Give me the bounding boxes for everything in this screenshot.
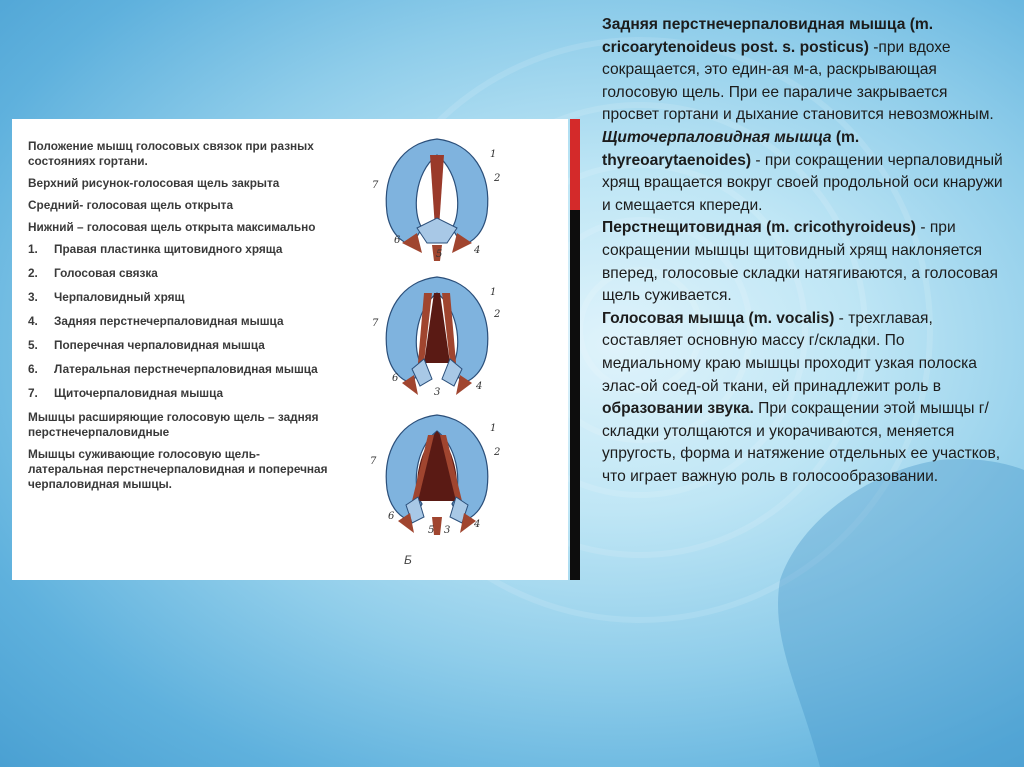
legend-upper: Верхний рисунок-голосовая щель закрыта <box>28 176 280 190</box>
legend <box>28 139 328 499</box>
legend-item: 6. Латеральная перстнечерпаловидная мышца <box>28 362 318 376</box>
diagram-label: 2 <box>494 447 501 458</box>
diagram-glottis-open <box>362 271 512 401</box>
diagram-label: 6 <box>394 235 401 246</box>
figure-letter: Б <box>404 553 412 567</box>
diagram-label: 6 <box>392 373 399 384</box>
legend-item: 7. Щиточерпаловидная мышца <box>28 386 224 400</box>
diagram-label: 7 <box>370 456 377 467</box>
larynx-diagrams <box>362 133 512 573</box>
term-posticus: Задняя перстнечерпаловидная мышца (m. cricoarytenoideus post. s. posticus) <box>602 16 934 56</box>
legend-middle: Средний- голосовая щель открыта <box>28 198 234 212</box>
accent-bar-black <box>570 210 580 580</box>
diagram-label: 3 <box>444 525 451 536</box>
diagram-label: 5 <box>428 525 435 536</box>
diagram-label: 2 <box>494 309 501 320</box>
diagram-glottis-max-open <box>362 409 512 539</box>
legend-item: 5. Поперечная черпаловидная мышца <box>28 338 265 352</box>
legend-title: Положение мышц голосовых связок при разных состояниях гортани. <box>28 139 314 168</box>
legend-item: 1. Правая пластинка щитовидного хряща <box>28 242 283 256</box>
paragraph-thyreoarytaenoides: Щиточерпаловидная мышца (m. thyreoarytaenoides) - при сокращении черпаловидный хрящ вращается вокруг своей продольной оси кнаружи и смещается кпереди. <box>602 128 1003 214</box>
diagram-label: 5 <box>436 249 443 260</box>
term-vocalis: Голосовая мышца (m. vocalis) <box>602 309 835 327</box>
diagram-label: 7 <box>372 180 379 191</box>
diagram-label: 4 <box>476 381 483 392</box>
diagram-label: 7 <box>372 318 379 329</box>
description-text <box>602 14 1007 488</box>
diagram-label: 4 <box>474 245 481 256</box>
accent-bar-red <box>570 119 580 210</box>
diagram-label: 3 <box>434 387 441 398</box>
diagram-glottis-closed <box>362 133 512 263</box>
diagram-label: 6 <box>388 511 395 522</box>
paragraph-posticus: Задняя перстнечерпаловидная мышца (m. cricoarytenoideus post. s. posticus) -при вдохе сокращается, это един-ая м-а, раскрывающая голосовую щель. При ее параличе закрывается просвет гортани и дыхание становится невозможным. <box>602 16 994 124</box>
paragraph-cricothyroideus: Перстнещитовидная (m. cricothyroideus) - при сокращении мышцы щитовидный хрящ наклоняется вперед, голосовые складки натягиваются, а голосовая щель суживается. <box>602 219 998 305</box>
diagram-label: 1 <box>490 287 497 298</box>
legend-item: 3. Черпаловидный хрящ <box>28 290 185 304</box>
legend-item: 4. Задняя перстнечерпаловидная мышца <box>28 314 284 328</box>
diagram-label: 1 <box>490 149 497 160</box>
legend-constrictors: Мышцы суживающие голосовую щель- латеральная перстнечерпаловидная и поперечная черпаловидная мышцы. <box>28 447 328 491</box>
diagram-label: 4 <box>474 519 481 530</box>
paragraph-vocalis: Голосовая мышца (m. vocalis) - трехглавая, составляет основную массу г/складки. По медиальному краю мышцы проходит узкая полоска элас-ой соед-ой ткани, ей принадлежит роль в образовании звука. При сокращении этой мышцы г/складки утолщаются и укорачиваются, меняется упругость, форма и натяжение отдельных ее участков, что играет важную роль в голосообразовании. <box>602 309 1001 485</box>
legend-item: 2. Голосовая связка <box>28 266 158 280</box>
term-thyreoarytaenoides: Щиточерпаловидная мышца <box>602 128 832 146</box>
figure-panel <box>12 119 568 580</box>
diagram-label: 1 <box>490 423 497 434</box>
legend-lower: Нижний – голосовая щель открыта максимально <box>28 220 316 234</box>
legend-dilators: Мышцы расширяющие голосовую щель – задняя перстнечерпаловидные <box>28 410 319 439</box>
diagram-label: 2 <box>494 173 501 184</box>
head-silhouette <box>778 459 1024 767</box>
term-cricothyroideus: Перстнещитовидная (m. cricothyroideus) <box>602 219 916 237</box>
legend-list <box>28 242 328 401</box>
